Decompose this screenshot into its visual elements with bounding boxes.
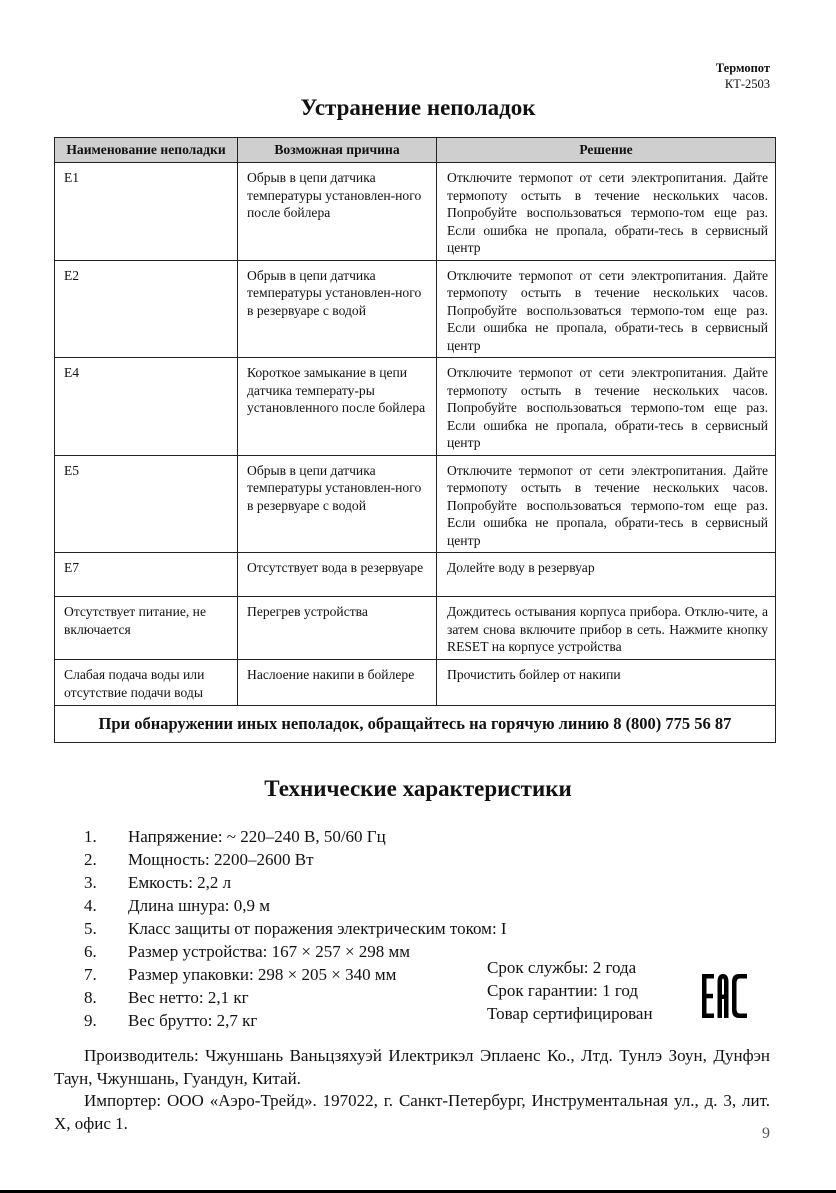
table-row	[55, 358, 776, 456]
table-row	[55, 553, 776, 597]
hotline-text: При обнаружении иных неполадок, обращайтесь на горячую линию 8 (800) 775 56 87	[55, 706, 776, 743]
item-number: 1.	[84, 827, 97, 846]
cause-cell: Обрыв в цепи датчика температуры установлен-ного после бойлера	[238, 163, 437, 261]
fault-cell: E2	[55, 260, 238, 358]
item-text: Напряжение: ~ 220–240 В, 50/60 Гц	[128, 827, 386, 846]
item-text: Вес нетто: 2,1 кг	[128, 988, 249, 1007]
importer-info: Импортер: ООО «Аэро-Трейд». 197022, г. Санкт-Петербург, Инструментальная ул., д. 3, лит. Х, офис 1.	[54, 1091, 770, 1133]
item-number: 9.	[84, 1011, 97, 1030]
item-number: 8.	[84, 988, 97, 1007]
column-header-solution: Решение	[437, 138, 776, 163]
model-number: КТ-2503	[724, 77, 770, 91]
warranty-period: Срок гарантии: 1 год	[487, 981, 639, 1000]
table-row	[55, 163, 776, 261]
table-row	[55, 260, 776, 358]
item-number: 7.	[84, 965, 97, 984]
item-number: 3.	[84, 873, 97, 892]
solution-cell: Отключите термопот от сети электропитания. Дайте термопоту остыть в течение нескольких часов. Попробуйте воспользоваться термопо-том еще раз. Если ошибка не пропала, обрати-тесь в сервисный центр	[437, 260, 776, 358]
specs-list	[84, 825, 507, 1032]
cause-cell: Отсутствует вода в резервуаре	[238, 553, 437, 597]
page-number: 9	[762, 1125, 770, 1142]
list-item	[84, 917, 507, 940]
list-item	[84, 986, 507, 1009]
item-text: Размер упаковки: 298 × 205 × 340 мм	[128, 965, 397, 984]
solution-cell: Отключите термопот от сети электропитания. Дайте термопоту остыть в течение нескольких часов. Попробуйте воспользоваться термопо-том еще раз. Если ошибка не пропала, обрати-тесь в сервисный центр	[437, 358, 776, 456]
fault-cell: Отсутствует питание, не включается	[55, 597, 238, 660]
solution-cell: Дождитесь остывания корпуса прибора. Отклю-чите, а затем снова включите прибор в сеть. Нажмите кнопку RESET на корпусе устройства	[437, 597, 776, 660]
item-number: 2.	[84, 850, 97, 869]
item-text: Размер устройства: 167 × 257 × 298 мм	[128, 942, 411, 961]
certification-note: Товар сертифицирован	[487, 1004, 653, 1023]
list-item	[84, 848, 507, 871]
item-number: 6.	[84, 942, 97, 961]
list-item	[84, 1009, 507, 1032]
troubleshooting-title: Устранение неполадок	[300, 95, 536, 120]
fault-cell: Слабая подача воды или отсутствие подачи воды	[55, 660, 238, 706]
manufacturer-info: Производитель: Чжуншань Ваньцзяхуэй Илектрикэл Эплаенс Ко., Лтд. Тунлэ Зоун, Дунфэн Таун, Чжуншань, Гуандун, Китай.	[54, 1046, 770, 1088]
fault-cell: E7	[55, 553, 238, 597]
solution-cell: Отключите термопот от сети электропитания. Дайте термопоту остыть в течение нескольких часов. Попробуйте воспользоваться термопо-том еще раз. Если ошибка не пропала, обрати-тесь в сервисный центр	[437, 163, 776, 261]
table-header-row	[55, 138, 776, 163]
solution-cell: Прочистить бойлер от накипи	[437, 660, 776, 706]
cause-cell: Обрыв в цепи датчика температуры установлен-ного в резервуаре с водой	[238, 455, 437, 553]
item-text: Класс защиты от поражения электрическим током: I	[128, 919, 507, 938]
item-text: Длина шнура: 0,9 м	[128, 896, 271, 915]
list-item	[84, 963, 507, 986]
table-row	[55, 455, 776, 553]
cause-cell: Короткое замыкание в цепи датчика температу-ры установленного после бойлера	[238, 358, 437, 456]
list-item	[84, 894, 507, 917]
cause-cell: Наслоение накипи в бойлере	[238, 660, 437, 706]
cause-cell: Перегрев устройства	[238, 597, 437, 660]
list-item	[84, 940, 507, 963]
fault-cell: E4	[55, 358, 238, 456]
list-item	[84, 871, 507, 894]
fault-cell: E1	[55, 163, 238, 261]
solution-cell: Отключите термопот от сети электропитания. Дайте термопоту остыть в течение нескольких часов. Попробуйте воспользоваться термопо-том еще раз. Если ошибка не пропала, обрати-тесь в сервисный центр	[437, 455, 776, 553]
column-header-fault: Наименование неполадки	[55, 138, 238, 163]
table-row	[55, 597, 776, 660]
item-text: Мощность: 2200–2600 Вт	[128, 850, 314, 869]
page-header	[716, 60, 770, 92]
cause-cell: Обрыв в цепи датчика температуры установлен-ного в резервуаре с водой	[238, 260, 437, 358]
specs-title: Технические характеристики	[264, 776, 572, 801]
solution-cell: Долейте воду в резервуар	[437, 553, 776, 597]
list-item	[84, 825, 507, 848]
service-info	[487, 956, 653, 1025]
item-text: Емкость: 2,2 л	[128, 873, 232, 892]
troubleshooting-table	[54, 137, 776, 743]
column-header-cause: Возможная причина	[238, 138, 437, 163]
eac-mark-icon	[702, 972, 747, 1020]
service-life: Срок службы: 2 года	[487, 958, 637, 977]
item-number: 5.	[84, 919, 97, 938]
fault-cell: E5	[55, 455, 238, 553]
item-number: 4.	[84, 896, 97, 915]
hotline-row	[55, 706, 776, 743]
item-text: Вес брутто: 2,7 кг	[128, 1011, 258, 1030]
product-name: Термопот	[715, 61, 770, 75]
table-row	[55, 660, 776, 706]
